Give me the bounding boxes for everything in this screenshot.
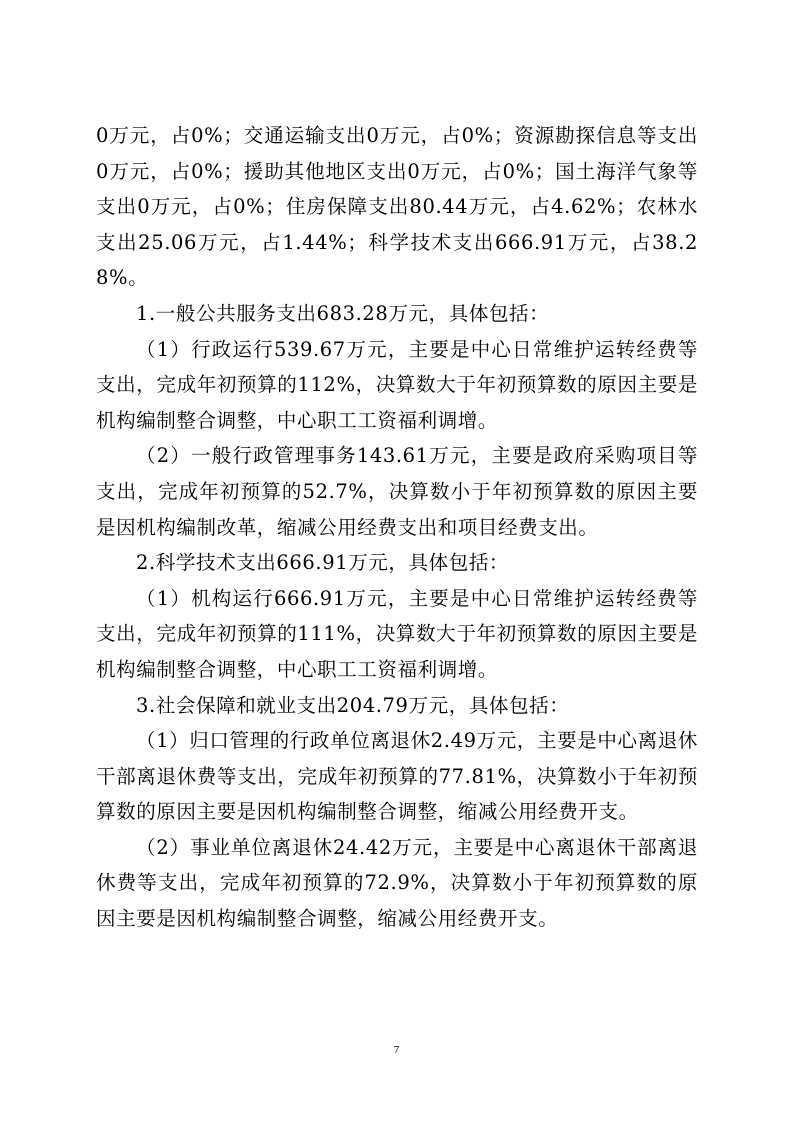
page-number: 7	[393, 1044, 400, 1056]
paragraph-general-administrative-affairs: （2）一般行政管理事务143.61万元，主要是政府采购项目等支出，完成年初预算的52.7%，决算数小于年初预算数的原因主要是因机构编制改革，缩减公用经费支出和项目经费支出。	[96, 444, 698, 539]
paragraph-public-institution-retirement: （2）事业单位离退休24.42万元，主要是中心离退休干部离退休费等支出，完成年初预算的72.9%，决算数小于年初预算数的原因主要是因机构编制整合调整，缩减公用经费开支。	[96, 835, 698, 931]
section-heading-general-public-services: 1.一般公共服务支出683.28万元，具体包括：	[136, 301, 550, 325]
paragraph-continuation: 0万元，占0%；交通运输支出0万元，占0%；资源勘探信息等支出0万元，占0%；援助其他地区支出0万元，占0%；国土海洋气象等支出0万元，占0%；住房保障支出80.44万元，占4.62%；农林水支出25.06万元，占1.44%；科学技术支出666.91万元，占38.28%。	[96, 124, 698, 290]
paragraph-institution-operation: （1）机构运行666.91万元，主要是中心日常维护运转经费等支出，完成年初预算的111%，决算数大于年初预算数的原因主要是机构编制整合调整，中心职工工资福利调增。	[96, 586, 698, 681]
section-heading-science-technology: 2.科学技术支出666.91万元，具体包括：	[136, 551, 510, 575]
section-heading-social-security: 3.社会保障和就业支出204.79万元，具体包括：	[136, 693, 570, 717]
paragraph-admin-unit-retirement: （1）归口管理的行政单位离退休2.49万元，主要是中心离退休干部离退休费等支出，完成年初预算的77.81%，决算数小于年初预算数的原因主要是因机构编制整合调整，缩减公用经费开支。	[96, 729, 698, 824]
document-body	[96, 118, 698, 937]
paragraph-administrative-operation: （1）行政运行539.67万元，主要是中心日常维护运转经费等支出，完成年初预算的112%，决算数大于年初预算数的原因主要是机构编制整合调整，中心职工工资福利调增。	[96, 337, 698, 432]
